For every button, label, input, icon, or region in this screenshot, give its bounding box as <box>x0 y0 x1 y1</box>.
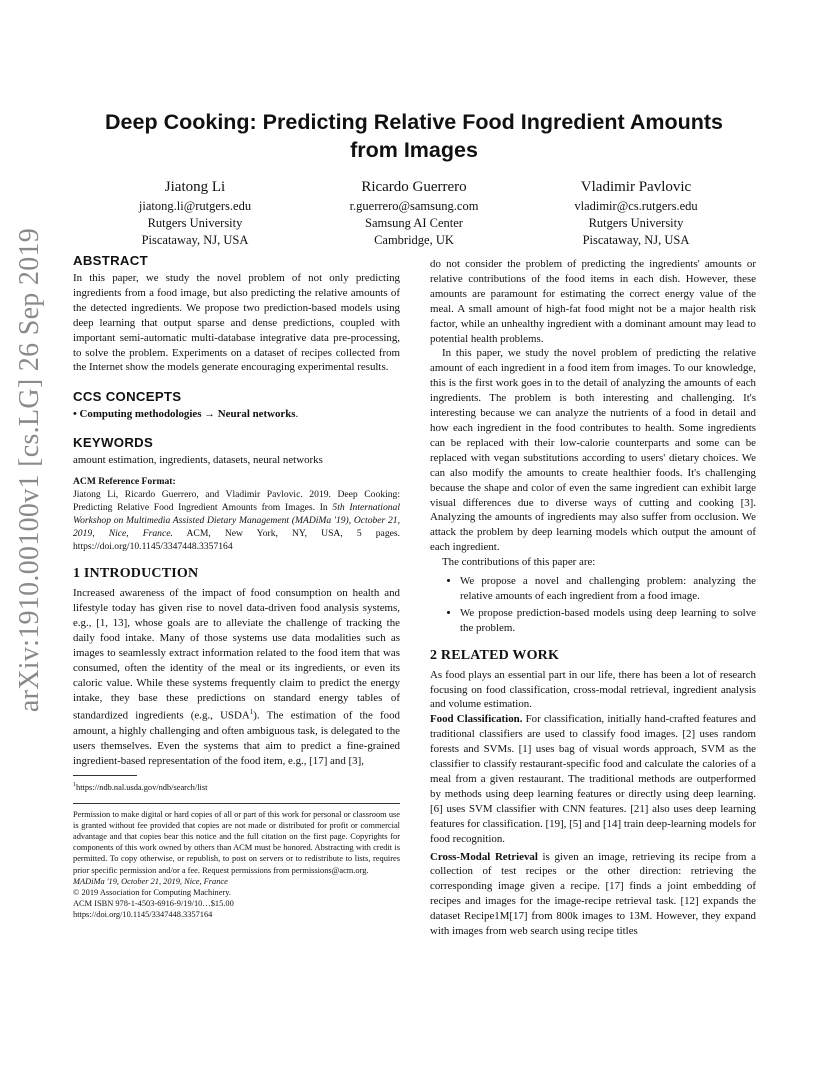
permission-conference: MADiMa '19, October 21, 2019, Nice, France <box>73 876 228 886</box>
acm-reference-part1: Jiatong Li, Ricardo Guerrero, and Vladimir Pavlovic. 2019. Deep Cooking: Predicting Relative Food Ingredient Amounts from Images. In <box>73 489 400 514</box>
related-work-heading: 2 RELATED WORK <box>430 647 560 663</box>
ccs-period: . <box>295 408 299 421</box>
author-location: Piscataway, NJ, USA <box>141 233 249 248</box>
footnote-number: 1 <box>73 781 76 788</box>
arxiv-stamp <box>0 0 60 1072</box>
left-column <box>73 253 400 921</box>
acm-reference-heading: ACM Reference Format: <box>73 476 176 488</box>
author-block-3 <box>526 178 746 250</box>
cross-modal-paragraph <box>430 850 756 939</box>
list-item: • We propose a novel and challenging problem: analyzing the relative amounts of each ingredient from a food image. <box>460 574 756 604</box>
author-block-1 <box>85 178 305 250</box>
author-affiliation: Rutgers University <box>147 216 243 231</box>
acm-reference <box>73 475 400 553</box>
permission-doi: https://doi.org/10.1145/3347448.3357164 <box>73 910 213 920</box>
food-classification-heading: Food Classification. <box>430 713 523 726</box>
cross-modal-heading: Cross-Modal Retrieval <box>430 850 538 863</box>
footnote-marker: 1 <box>249 708 254 717</box>
title-line-2: from Images <box>350 138 478 162</box>
permission-copyright: © 2019 Association for Computing Machinery. <box>73 888 231 898</box>
intro-heading: 1 INTRODUCTION <box>73 566 199 582</box>
author-block-2 <box>304 178 524 250</box>
author-email: vladimir@cs.rutgers.edu <box>574 199 698 213</box>
footnote-rule <box>73 775 137 776</box>
permission-block <box>73 809 400 921</box>
abstract-text: In this paper, we study the novel problem of not only predicting ingredients from a food image, but also predicting the relative amounts of the detected ingredients. We propose two prediction-based models using deep learning that output sparse and dense predictions, coupled with important semi-automatic multi-database integrative data pre-processing, to solve the problem. Experiments on a dataset of recipes collected from the Internet show the models generate encouraging experimental results. <box>73 272 400 374</box>
acm-reference-venue: 5th International Workshop on Multimedia Assisted Dietary Management (MADiMa '19), October 21, 2019, Nice, France. <box>73 502 400 540</box>
author-location: Piscataway, NJ, USA <box>582 233 690 248</box>
right-paragraph-2: In this paper, we study the novel problem of predicting the relative amount of each ingredient in a food item from images. To our knowledge, this is the first work goes in to the detail of analyzing the amounts of each ingredients. The problem is both interesting and challenging. It's interesting because we can analyze the nutrients of a food in detail and how each ingredient in the food contributes to health. Some ingredients can be replaced with their low-calorie counterparts and some can be replaced with vegan substitutions according to users' dietary choices. We can also modify the amounts to create healthier foods. It's challenging because the shape and color of even the same ingredient can exhibit large visual differences due to diverse ways of cutting and cooking [3]. Analyzing the amounts of ingredients may also suffer from occlusion. We attack the problem by deep learning models which output the amount of each ingredient. <box>430 347 756 554</box>
related-paragraph-1: As food plays an essential part in our life, there has been a lot of research focusing on food classification, cross-modal retrieval, ingredient analysis and volume estimation. <box>430 668 756 711</box>
permission-isbn: ACM ISBN 978-1-4503-6916-9/19/10…$15.00 <box>73 899 234 909</box>
author-affiliation: Samsung AI Center <box>365 216 463 231</box>
title-line-1: Deep Cooking: Predicting Relative Food Ingredient Amounts <box>105 110 723 134</box>
author-email: jiatong.li@rutgers.edu <box>138 199 252 213</box>
intro-text-a: Increased awareness of the impact of food consumption on health and lifestyle today has given rise to novel data-driven food analysis systems, e.g., [1, 13], whose goals are to alleviate the challenge of tracking the daily food intake. Many of those systems use data modalities such as images to seamlessly extract information related to the food item that was consumed, often the identity of the meal or its ingredients, or even its caloric value. While these systems frequently claim to predict the energy intake, they base these predictions on standard energy tables of standardized ingredients (e.g., USDA <box>73 587 400 723</box>
intro-text-b: ). The estimation of the food amount, a highly challenging and often ambiguous task, is delegated to the users themselves. Even the systems that aim to predict a fine-grained ingredient-based representation of the food item, e.g., [17] and [3], <box>73 710 400 767</box>
permission-text: Permission to make digital or hard copies of all or part of this work for personal or classroom use is granted without fee provided that copies are not made or distributed for profit or commercial advantage and that copies bear this notice and the full citation on the first page. Copyrights for components of this work owned by others than ACM must be honored. Abstracting with credit is permitted. To copy otherwise, or republish, to post on servers or to redistribute to lists, requires prior specific permission and/or a fee. Request permissions from permissions@acm.org. <box>73 809 400 875</box>
intro-text <box>73 586 400 769</box>
list-item: • We propose prediction-based models using deep learning to solve the problem. <box>460 606 756 636</box>
food-classification-paragraph <box>430 712 756 846</box>
author-name: Jiatong Li <box>164 179 226 195</box>
author-name: Vladimir Pavlovic <box>580 179 692 195</box>
ccs-concept: • Computing methodologies → Neural networks <box>73 408 296 421</box>
keywords-text: amount estimation, ingredients, datasets, neural networks <box>73 454 323 467</box>
right-paragraph-1: do not consider the problem of predicting the ingredients' amounts or relative contributions of the food items in each dish. However, these amounts are paramount for estimating the correct energy value of the meal. A small amount of high-fat food might not be a major health risk factor, while an unhealthy ingredient with a dominant amount may lead to potential health problems. <box>430 258 756 345</box>
food-classification-text: For classification, initially hand-crafted features and traditional classifiers are used to classify food images. [2] uses random forests and SVMs. [1] uses bag of visual words approach, SVM as the classifier to classify restaurant-specific food and calculate the calories of a meal from a given restaurant. The traditional methods are outperformed by methods using deep learning features or directly using deep learning. [6] uses SVM classifier with CNN features. [21] also uses deep learning features for classification. [19], [5] and [14] train deep-learning models for food recognition. <box>430 713 756 845</box>
cross-modal-text: is given an image, retrieving its recipe from a collection of test recipes or the other direction: retrieving the corresponding image given a recipe. [17] finds a joint embedding of recipes and images for the image-recipe retrieval task. [12] expands the dataset Recipe1M[17] from 800k images to 13M. However, they expand with images from web search using recipe titles <box>430 850 756 938</box>
right-column <box>430 257 756 939</box>
footnote-text: https://ndb.nal.usda.gov/ndb/search/list <box>76 782 208 792</box>
ccs-heading: CCS CONCEPTS <box>73 389 182 405</box>
contributions-list <box>430 574 756 636</box>
paper-title <box>60 108 768 164</box>
author-name: Ricardo Guerrero <box>361 179 467 195</box>
author-email: r.guerrero@samsung.com <box>349 199 479 213</box>
arxiv-stamp-text: arXiv:1910.00100v1 [cs.LG] 26 Sep 2019 <box>14 227 45 713</box>
ccs-text <box>73 407 400 422</box>
author-location: Cambridge, UK <box>374 233 454 248</box>
keywords-heading: KEYWORDS <box>73 435 154 451</box>
permission-rule <box>73 803 400 804</box>
acm-reference-part2: ACM, New York, NY, USA, 5 pages. https://doi.org/10.1145/3347448.3357164 <box>73 528 401 553</box>
right-paragraph-3: The contributions of this paper are: <box>442 556 596 569</box>
author-affiliation: Rutgers University <box>588 216 684 231</box>
abstract-heading: ABSTRACT <box>73 253 148 268</box>
footnote <box>73 780 400 793</box>
